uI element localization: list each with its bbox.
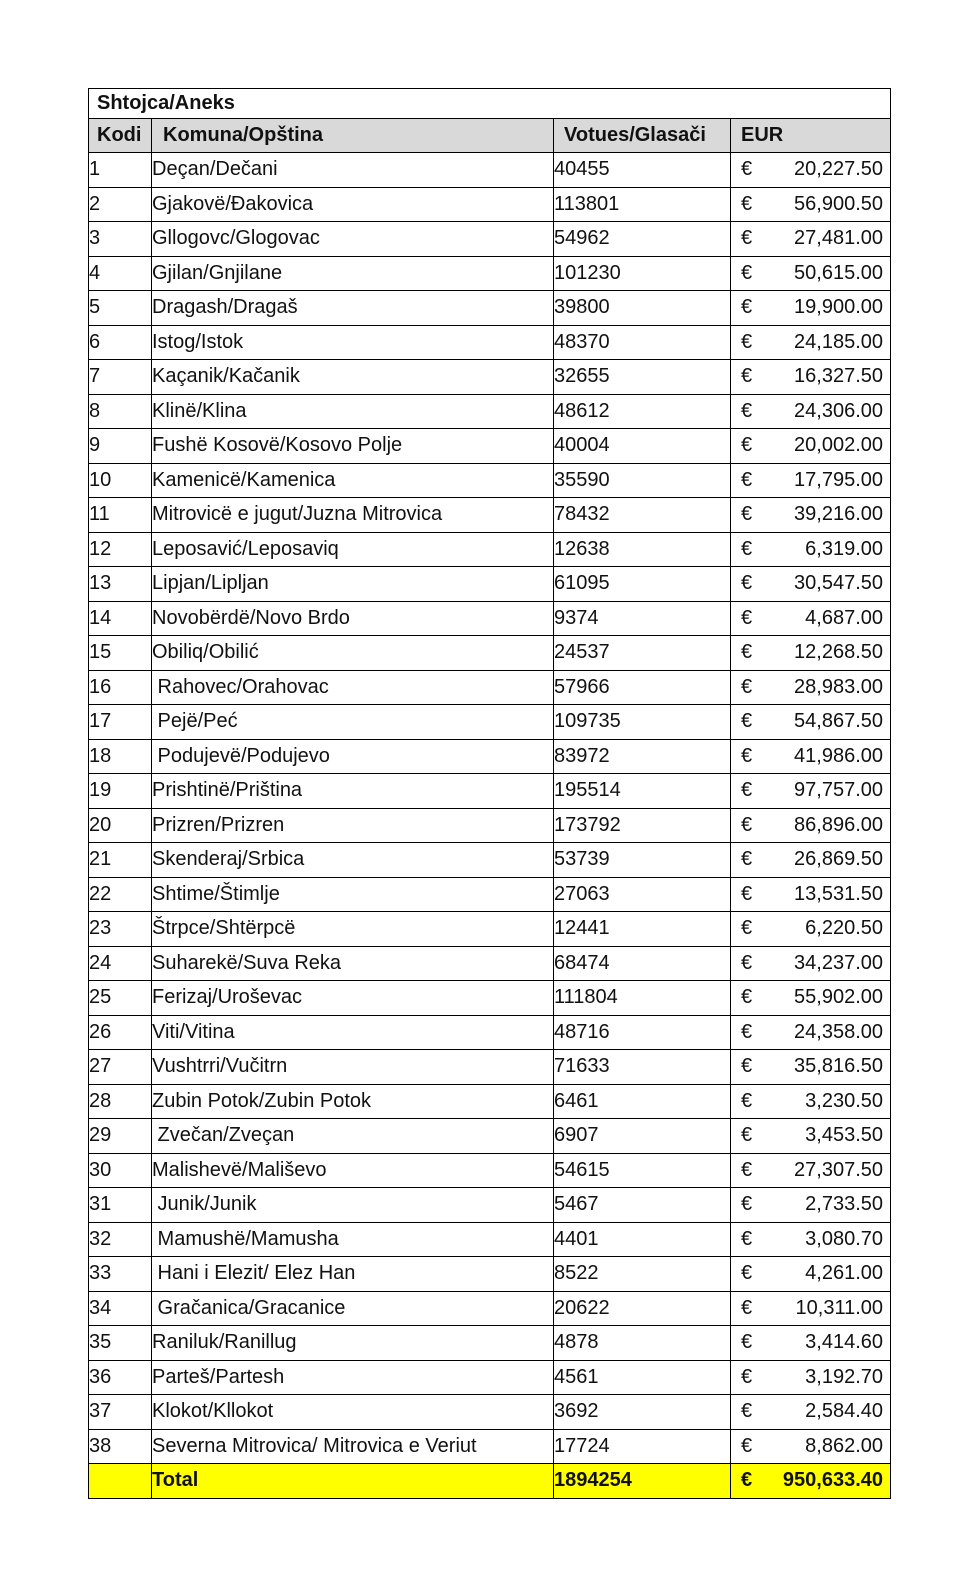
row-eur-cell xyxy=(731,187,891,222)
row-kodi: 25 xyxy=(89,981,152,1016)
row-kodi: 31 xyxy=(89,1188,152,1223)
row-kodi: 33 xyxy=(89,1257,152,1292)
row-amount: 2,584.40 xyxy=(805,1400,884,1423)
row-votes: 5467 xyxy=(554,1188,731,1223)
euro-symbol: € xyxy=(741,1262,753,1285)
euro-symbol: € xyxy=(741,1124,753,1147)
row-votes: 3692 xyxy=(554,1395,731,1430)
row-amount: 19,900.00 xyxy=(794,296,884,319)
table-row xyxy=(89,256,891,291)
row-amount: 24,306.00 xyxy=(794,399,884,422)
row-amount: 20,227.50 xyxy=(794,158,884,181)
row-votes: 4401 xyxy=(554,1222,731,1257)
row-amount: 3,230.50 xyxy=(805,1089,884,1112)
row-municipality: Raniluk/Ranillug xyxy=(152,1326,554,1361)
row-amount: 17,795.00 xyxy=(794,468,884,491)
row-amount: 8,862.00 xyxy=(805,1434,884,1457)
row-kodi: 26 xyxy=(89,1015,152,1050)
table-row xyxy=(89,808,891,843)
table-row xyxy=(89,843,891,878)
row-votes: 83972 xyxy=(554,739,731,774)
euro-symbol: € xyxy=(741,1469,753,1492)
col-header-kodi: Kodi xyxy=(89,119,152,153)
table-row xyxy=(89,187,891,222)
table-row xyxy=(89,1257,891,1292)
row-kodi: 13 xyxy=(89,567,152,602)
row-votes: 4878 xyxy=(554,1326,731,1361)
row-municipality: Mamushë/Mamusha xyxy=(152,1222,554,1257)
row-kodi: 23 xyxy=(89,912,152,947)
row-municipality: Podujevë/Podujevo xyxy=(152,739,554,774)
row-kodi: 18 xyxy=(89,739,152,774)
row-municipality: Fushë Kosovë/Kosovo Polje xyxy=(152,429,554,464)
row-municipality: Zubin Potok/Zubin Potok xyxy=(152,1084,554,1119)
table-row xyxy=(89,981,891,1016)
row-kodi: 29 xyxy=(89,1119,152,1154)
table-row xyxy=(89,1188,891,1223)
total-label: Total xyxy=(152,1464,554,1499)
row-eur-cell xyxy=(731,1291,891,1326)
row-kodi: 15 xyxy=(89,636,152,671)
euro-symbol: € xyxy=(741,1434,753,1457)
euro-symbol: € xyxy=(741,1365,753,1388)
euro-symbol: € xyxy=(741,1089,753,1112)
row-eur-cell xyxy=(731,946,891,981)
row-municipality: Klokot/Kllokot xyxy=(152,1395,554,1430)
row-eur-cell xyxy=(731,567,891,602)
row-votes: 35590 xyxy=(554,463,731,498)
row-eur-cell xyxy=(731,463,891,498)
row-amount: 26,869.50 xyxy=(794,848,884,871)
total-amount: 950,633.40 xyxy=(782,1469,884,1492)
table-row xyxy=(89,1084,891,1119)
row-votes: 53739 xyxy=(554,843,731,878)
row-eur-cell xyxy=(731,498,891,533)
row-amount: 4,261.00 xyxy=(805,1262,884,1285)
euro-symbol: € xyxy=(741,675,753,698)
table-row xyxy=(89,532,891,567)
row-kodi: 4 xyxy=(89,256,152,291)
row-votes: 68474 xyxy=(554,946,731,981)
euro-symbol: € xyxy=(741,468,753,491)
row-eur-cell xyxy=(731,601,891,636)
row-amount: 97,757.00 xyxy=(794,779,884,802)
row-municipality: Prishtinë/Priština xyxy=(152,774,554,809)
row-kodi: 35 xyxy=(89,1326,152,1361)
row-eur-cell xyxy=(731,912,891,947)
row-votes: 24537 xyxy=(554,636,731,671)
row-amount: 6,220.50 xyxy=(805,917,884,940)
euro-symbol: € xyxy=(741,1020,753,1043)
row-votes: 48716 xyxy=(554,1015,731,1050)
row-municipality: Junik/Junik xyxy=(152,1188,554,1223)
row-eur-cell xyxy=(731,1429,891,1464)
row-eur-cell xyxy=(731,1119,891,1154)
row-votes: 17724 xyxy=(554,1429,731,1464)
col-header-komuna: Komuna/Opština xyxy=(152,119,554,153)
row-kodi: 27 xyxy=(89,1050,152,1085)
row-municipality: Severna Mitrovica/ Mitrovica e Veriut xyxy=(152,1429,554,1464)
row-votes: 78432 xyxy=(554,498,731,533)
row-votes: 6461 xyxy=(554,1084,731,1119)
row-kodi: 9 xyxy=(89,429,152,464)
row-votes: 20622 xyxy=(554,1291,731,1326)
row-eur-cell xyxy=(731,843,891,878)
euro-symbol: € xyxy=(741,606,753,629)
annex-table xyxy=(88,88,891,1499)
row-votes: 57966 xyxy=(554,670,731,705)
row-amount: 34,237.00 xyxy=(794,951,884,974)
table-row xyxy=(89,1291,891,1326)
row-municipality: Parteš/Partesh xyxy=(152,1360,554,1395)
table-row xyxy=(89,1050,891,1085)
table-row xyxy=(89,429,891,464)
row-eur-cell xyxy=(731,153,891,188)
row-amount: 12,268.50 xyxy=(794,641,884,664)
row-kodi: 24 xyxy=(89,946,152,981)
row-amount: 3,453.50 xyxy=(805,1124,884,1147)
total-empty-cell xyxy=(89,1464,152,1499)
euro-symbol: € xyxy=(741,710,753,733)
euro-symbol: € xyxy=(741,744,753,767)
euro-symbol: € xyxy=(741,1331,753,1354)
table-row xyxy=(89,567,891,602)
euro-symbol: € xyxy=(741,503,753,526)
row-amount: 4,687.00 xyxy=(805,606,884,629)
row-eur-cell xyxy=(731,256,891,291)
euro-symbol: € xyxy=(741,1296,753,1319)
table-row xyxy=(89,774,891,809)
row-kodi: 22 xyxy=(89,877,152,912)
table-row xyxy=(89,1222,891,1257)
row-municipality: Shtime/Štimlje xyxy=(152,877,554,912)
row-votes: 12638 xyxy=(554,532,731,567)
row-eur-cell xyxy=(731,739,891,774)
euro-symbol: € xyxy=(741,1227,753,1250)
table-title: Shtojca/Aneks xyxy=(89,89,891,119)
row-eur-cell xyxy=(731,808,891,843)
table-row xyxy=(89,739,891,774)
row-kodi: 19 xyxy=(89,774,152,809)
row-municipality: Malishevë/Mališevo xyxy=(152,1153,554,1188)
row-kodi: 34 xyxy=(89,1291,152,1326)
row-municipality: Gjakovë/Đakovica xyxy=(152,187,554,222)
row-kodi: 12 xyxy=(89,532,152,567)
row-eur-cell xyxy=(731,636,891,671)
table-row xyxy=(89,1153,891,1188)
euro-symbol: € xyxy=(741,330,753,353)
row-municipality: Štrpce/Shtërpcë xyxy=(152,912,554,947)
row-eur-cell xyxy=(731,222,891,257)
table-row xyxy=(89,1360,891,1395)
row-kodi: 32 xyxy=(89,1222,152,1257)
row-municipality: Leposavić/Leposaviq xyxy=(152,532,554,567)
row-votes: 195514 xyxy=(554,774,731,809)
row-eur-cell xyxy=(731,291,891,326)
table-body xyxy=(89,153,891,1464)
table-row xyxy=(89,153,891,188)
row-votes: 54962 xyxy=(554,222,731,257)
row-kodi: 20 xyxy=(89,808,152,843)
table-row xyxy=(89,705,891,740)
euro-symbol: € xyxy=(741,365,753,388)
row-eur-cell xyxy=(731,877,891,912)
table-row xyxy=(89,601,891,636)
row-votes: 9374 xyxy=(554,601,731,636)
row-amount: 3,414.60 xyxy=(805,1331,884,1354)
row-votes: 32655 xyxy=(554,360,731,395)
row-kodi: 37 xyxy=(89,1395,152,1430)
row-municipality: Skenderaj/Srbica xyxy=(152,843,554,878)
col-header-votues: Votues/Glasači xyxy=(554,119,731,153)
row-kodi: 16 xyxy=(89,670,152,705)
row-municipality: Kamenicë/Kamenica xyxy=(152,463,554,498)
row-votes: 101230 xyxy=(554,256,731,291)
euro-symbol: € xyxy=(741,434,753,457)
row-eur-cell xyxy=(731,1050,891,1085)
row-eur-cell xyxy=(731,1395,891,1430)
row-municipality: Mitrovicë e jugut/Juzna Mitrovica xyxy=(152,498,554,533)
row-votes: 48370 xyxy=(554,325,731,360)
euro-symbol: € xyxy=(741,848,753,871)
row-votes: 40004 xyxy=(554,429,731,464)
row-municipality: Dragash/Dragaš xyxy=(152,291,554,326)
row-votes: 71633 xyxy=(554,1050,731,1085)
row-amount: 86,896.00 xyxy=(794,813,884,836)
row-municipality: Novobërdë/Novo Brdo xyxy=(152,601,554,636)
row-kodi: 1 xyxy=(89,153,152,188)
row-kodi: 8 xyxy=(89,394,152,429)
row-eur-cell xyxy=(731,670,891,705)
row-municipality: Prizren/Prizren xyxy=(152,808,554,843)
row-votes: 8522 xyxy=(554,1257,731,1292)
row-municipality: Obiliq/Obilić xyxy=(152,636,554,671)
euro-symbol: € xyxy=(741,1158,753,1181)
row-votes: 6907 xyxy=(554,1119,731,1154)
table-row xyxy=(89,912,891,947)
row-amount: 50,615.00 xyxy=(794,261,884,284)
euro-symbol: € xyxy=(741,1400,753,1423)
row-votes: 27063 xyxy=(554,877,731,912)
euro-symbol: € xyxy=(741,951,753,974)
row-eur-cell xyxy=(731,1015,891,1050)
row-amount: 41,986.00 xyxy=(794,744,884,767)
row-amount: 39,216.00 xyxy=(794,503,884,526)
euro-symbol: € xyxy=(741,1193,753,1216)
euro-symbol: € xyxy=(741,261,753,284)
row-amount: 30,547.50 xyxy=(794,572,884,595)
table-row xyxy=(89,222,891,257)
row-municipality: Pejë/Peć xyxy=(152,705,554,740)
row-votes: 111804 xyxy=(554,981,731,1016)
row-amount: 55,902.00 xyxy=(794,986,884,1009)
row-kodi: 36 xyxy=(89,1360,152,1395)
table-row xyxy=(89,394,891,429)
col-header-eur: EUR xyxy=(731,119,891,153)
row-votes: 39800 xyxy=(554,291,731,326)
row-municipality: Rahovec/Orahovac xyxy=(152,670,554,705)
row-amount: 3,192.70 xyxy=(805,1365,884,1388)
row-municipality: Vushtrri/Vučitrn xyxy=(152,1050,554,1085)
row-municipality: Kaçanik/Kačanik xyxy=(152,360,554,395)
row-kodi: 21 xyxy=(89,843,152,878)
row-kodi: 14 xyxy=(89,601,152,636)
row-municipality: Viti/Vitina xyxy=(152,1015,554,1050)
euro-symbol: € xyxy=(741,537,753,560)
table-row xyxy=(89,498,891,533)
row-municipality: Gjilan/Gnjilane xyxy=(152,256,554,291)
table-row xyxy=(89,946,891,981)
table-row xyxy=(89,1326,891,1361)
row-amount: 24,185.00 xyxy=(794,330,884,353)
row-eur-cell xyxy=(731,1084,891,1119)
table-row xyxy=(89,360,891,395)
euro-symbol: € xyxy=(741,158,753,181)
row-kodi: 30 xyxy=(89,1153,152,1188)
row-eur-cell xyxy=(731,1222,891,1257)
row-votes: 113801 xyxy=(554,187,731,222)
row-votes: 61095 xyxy=(554,567,731,602)
table-row xyxy=(89,1395,891,1430)
row-amount: 16,327.50 xyxy=(794,365,884,388)
row-municipality: Gllogovc/Glogovac xyxy=(152,222,554,257)
euro-symbol: € xyxy=(741,227,753,250)
row-votes: 4561 xyxy=(554,1360,731,1395)
table-row xyxy=(89,463,891,498)
row-kodi: 6 xyxy=(89,325,152,360)
table-row xyxy=(89,1429,891,1464)
row-eur-cell xyxy=(731,1153,891,1188)
row-amount: 10,311.00 xyxy=(795,1296,884,1319)
row-amount: 54,867.50 xyxy=(794,710,884,733)
euro-symbol: € xyxy=(741,641,753,664)
row-kodi: 38 xyxy=(89,1429,152,1464)
euro-symbol: € xyxy=(741,192,753,215)
row-municipality: Deçan/Dečani xyxy=(152,153,554,188)
table-row xyxy=(89,325,891,360)
row-amount: 56,900.50 xyxy=(794,192,884,215)
total-votes: 1894254 xyxy=(554,1464,731,1499)
row-votes: 40455 xyxy=(554,153,731,188)
table-row xyxy=(89,1015,891,1050)
table-row xyxy=(89,1119,891,1154)
row-eur-cell xyxy=(731,1326,891,1361)
row-eur-cell xyxy=(731,774,891,809)
row-kodi: 17 xyxy=(89,705,152,740)
row-municipality: Gračanica/Gracanice xyxy=(152,1291,554,1326)
euro-symbol: € xyxy=(741,986,753,1009)
row-amount: 24,358.00 xyxy=(794,1020,884,1043)
table-row xyxy=(89,636,891,671)
row-eur-cell xyxy=(731,360,891,395)
row-kodi: 7 xyxy=(89,360,152,395)
row-amount: 28,983.00 xyxy=(794,675,884,698)
total-row xyxy=(89,1464,891,1499)
row-kodi: 11 xyxy=(89,498,152,533)
row-amount: 35,816.50 xyxy=(794,1055,884,1078)
row-eur-cell xyxy=(731,394,891,429)
row-votes: 173792 xyxy=(554,808,731,843)
table-row xyxy=(89,877,891,912)
row-votes: 48612 xyxy=(554,394,731,429)
euro-symbol: € xyxy=(741,296,753,319)
euro-symbol: € xyxy=(741,1055,753,1078)
euro-symbol: € xyxy=(741,813,753,836)
row-amount: 3,080.70 xyxy=(805,1227,884,1250)
row-eur-cell xyxy=(731,325,891,360)
row-municipality: Klinë/Klina xyxy=(152,394,554,429)
table-header-row xyxy=(89,119,891,153)
row-eur-cell xyxy=(731,705,891,740)
euro-symbol: € xyxy=(741,399,753,422)
euro-symbol: € xyxy=(741,917,753,940)
row-municipality: Ferizaj/Uroševac xyxy=(152,981,554,1016)
row-municipality: Hani i Elezit/ Elez Han xyxy=(152,1257,554,1292)
row-municipality: Suharekë/Suva Reka xyxy=(152,946,554,981)
row-amount: 27,481.00 xyxy=(794,227,884,250)
row-kodi: 2 xyxy=(89,187,152,222)
row-votes: 54615 xyxy=(554,1153,731,1188)
row-kodi: 10 xyxy=(89,463,152,498)
row-amount: 13,531.50 xyxy=(794,882,884,905)
total-eur-cell xyxy=(731,1464,891,1499)
row-amount: 27,307.50 xyxy=(794,1158,884,1181)
row-eur-cell xyxy=(731,1188,891,1223)
table-row xyxy=(89,670,891,705)
row-municipality: Zvečan/Zveçan xyxy=(152,1119,554,1154)
table-title-row xyxy=(89,89,891,119)
row-amount: 2,733.50 xyxy=(805,1193,884,1216)
row-amount: 20,002.00 xyxy=(794,434,884,457)
euro-symbol: € xyxy=(741,882,753,905)
row-votes: 12441 xyxy=(554,912,731,947)
euro-symbol: € xyxy=(741,572,753,595)
row-eur-cell xyxy=(731,981,891,1016)
table-row xyxy=(89,291,891,326)
row-kodi: 3 xyxy=(89,222,152,257)
row-eur-cell xyxy=(731,429,891,464)
row-eur-cell xyxy=(731,532,891,567)
row-votes: 109735 xyxy=(554,705,731,740)
row-kodi: 28 xyxy=(89,1084,152,1119)
row-municipality: Istog/Istok xyxy=(152,325,554,360)
row-amount: 6,319.00 xyxy=(805,537,884,560)
row-municipality: Lipjan/Lipljan xyxy=(152,567,554,602)
row-kodi: 5 xyxy=(89,291,152,326)
row-eur-cell xyxy=(731,1360,891,1395)
row-eur-cell xyxy=(731,1257,891,1292)
euro-symbol: € xyxy=(741,779,753,802)
